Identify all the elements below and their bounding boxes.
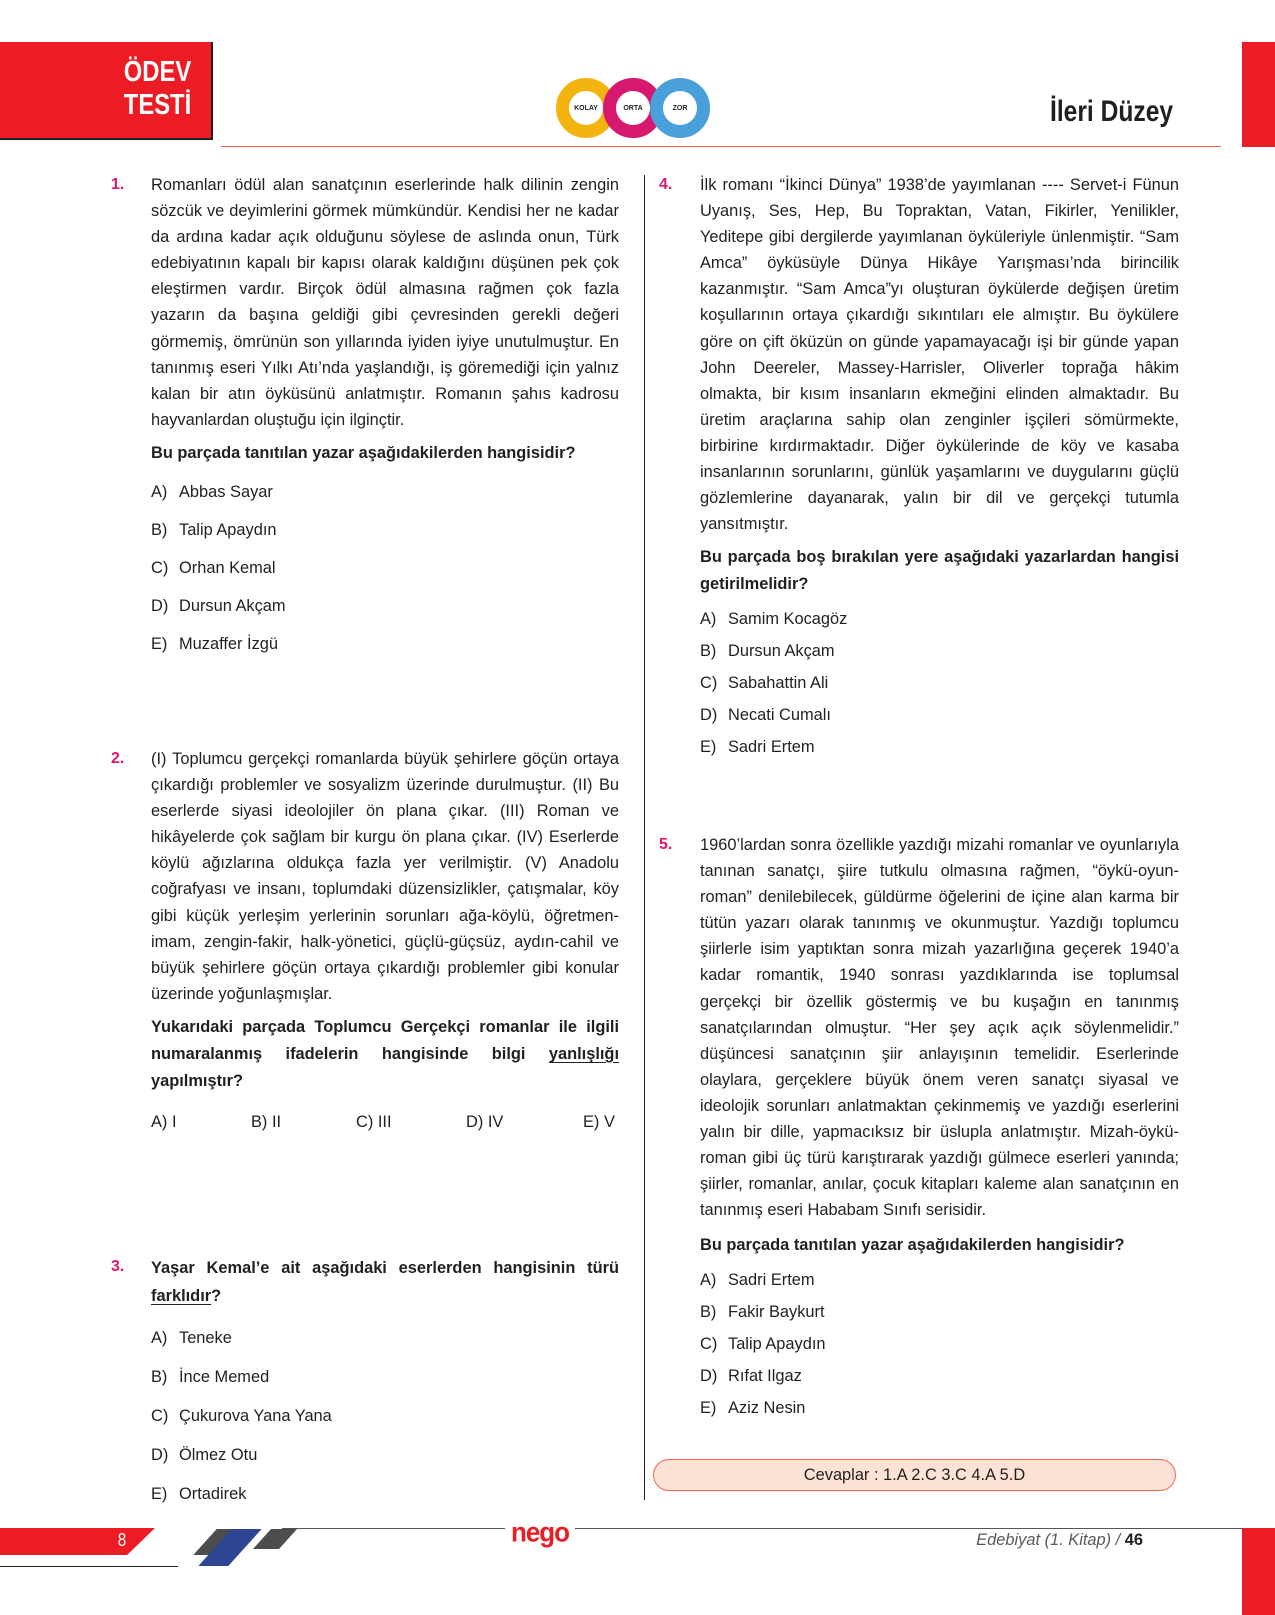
option-d[interactable]: D) Necati Cumalı bbox=[700, 706, 831, 725]
question-number: 4. bbox=[659, 176, 673, 193]
side-tab-top bbox=[1242, 42, 1275, 147]
book-reference: Edebiyat (1. Kitap) / 46 bbox=[976, 1531, 1143, 1549]
option-d[interactable]: D) Rıfat Ilgaz bbox=[700, 1367, 802, 1386]
question-passage: (I) Toplumcu gerçekçi romanlarda büyük şehirlere göçün ortaya çıkardığı problemler ve sosyalizm üzerinde durulmuştur. (II) Bu eserlerde siyasi ideolojiler ön plana çıkar. (III) Roman ve hikâyelerde çok sağlam bir kurgu ön plana çıkar. (IV) Eserlerde köylü ağızlarına oldukça fazla yer verilmiştir. (V) Anadolu coğrafyası ve insanı, toplumdaki düzensizlikler, çatışmalar, köy gibi küçük yerleşim yerlerinin sorunları ağa-köylü, öğretmen-imam, zengin-fakir, halk-yönetici, güçlü-güçsüz, aydın-cahil ve büyük şehirlere göçün ortaya çıkardığı problemler gibi konular üzerinde yoğunlaşmışlar. bbox=[151, 750, 619, 1003]
underlined-keyword: farklıdır bbox=[151, 1287, 212, 1305]
page-number: 8 bbox=[117, 1530, 127, 1550]
badge-line-2: TESTİ bbox=[123, 89, 191, 121]
option-a[interactable]: A) Samim Kocagöz bbox=[700, 610, 848, 629]
question-passage: 1960’lardan sonra özellikle yazdığı mizahi romanlar ve oyunlarıyla tanınan sanatçı, şiire tutkulu olmasına rağmen, “öykü-oyun-roman” denilebilecek, güldürme öğelerini de içine alan karma bir tütün yazarı olarak tanınmış ve okunmuştur. Yazdığı toplumcu şiirlerle isim yaptıktan sonra mizah yazarlığına geçerek 1940’a kadar romantik, 1940 sonrası yazdıklarında ise toplumsal gerçekçi bir özellik göstermiş ve bu kuşağın en tanınmış sanatçılarından olmuştur. “Her şey açık açık söylenmelidir.” düşüncesi sanatçının şiir anlayışının temelidir. Eserlerinde olaylara, gerçeklere büyük önem veren sanatçı siyasal ve ideolojik sorunları anlatmaktan çekinmemiş ve yazdığı eserlerini yalın bir dille, yapmacıksız bir üslupla anlatmıştır. Mizah-öykü-roman gibi üç türü karıştırarak yazdığı gülmece eserleri yanında; şiirler, romanlar, anılar, çocuk kitapları kaleme alan sanatçının en tanınmış eseri Hababam Sınıfı serisidir. bbox=[700, 836, 1179, 1220]
level-title: İleri Düzey bbox=[1049, 95, 1173, 128]
question-prompt: Bu parçada tanıtılan yazar aşağıdakilerden hangisidir? bbox=[700, 1236, 1125, 1255]
option-d[interactable]: D) IV bbox=[466, 1112, 504, 1131]
option-a[interactable]: A) I bbox=[151, 1112, 177, 1131]
question-prompt: Bu parçada boş bırakılan yere aşağıdaki yazarlardan hangisi getirilmelidir? bbox=[700, 548, 1179, 594]
option-b[interactable]: B) Fakir Baykurt bbox=[700, 1303, 825, 1322]
difficulty-hard-ring: ZOR bbox=[650, 78, 710, 138]
badge-line-1: ÖDEV bbox=[123, 56, 191, 88]
option-c[interactable]: C) Orhan Kemal bbox=[151, 558, 276, 577]
column-divider bbox=[644, 175, 645, 1500]
question-passage: Romanları ödül alan sanatçının eserlerinde halk dilinin zengin sözcük ve deyimlerini görmek mümkündür. Kendisi her ne kadar da ardına kadar açık olduğunu söylese de aslında onun, Türk edebiyatının kapalı bir kapısı olarak kaldığını düşünen pek çok eleştirmen vardır. Birçok ödül almasına rağmen çok fazla yazarın da başına geldiği gibi çevresinden gerekli değeri görmemiş, ömrünün son yıllarında iyiden iyiye unutulmuştur. En tanınmış eseri Yılkı Atı’nda yaşlandığı, iş göremediği için yalnız kalan bir atın öyküsünü anlatmıştır. Romanın şahıs kadrosu hayvanlardan oluştuğu için ilginçtir. bbox=[151, 176, 619, 429]
question-number: 2. bbox=[111, 750, 125, 767]
option-a[interactable]: A) Sadri Ertem bbox=[700, 1271, 815, 1290]
side-tab-bottom bbox=[1242, 1528, 1275, 1615]
homework-test-badge bbox=[0, 42, 213, 140]
option-b[interactable]: B) II bbox=[251, 1112, 282, 1131]
question-passage: İlk romanı “İkinci Dünya” 1938’de yayımlanan ---- Servet-i Fünun Uyanış, Ses, Hep, Bu Topraktan, Vatan, Fikirler, Yenilikler, Yeditepe gibi dergilerde yayımlanan öyküleriyle ünlenmiştir. “Sam Amca” öyküsüyle Dünya Hikâye Yarışması’nda birincilik kazanmıştır. “Sam Amca”yı oluşturan öykülerde değişen üretim koşullarının ortaya çıkardığı sıkıntıları ele almıştır. Bu öykülere göre on çift öküzün on günde yapamayacağı işi bir günde yapan John Deereler, Massey-Harrisler, Oliverler toprağa hâkim olmakta, bir kısım insanların ekmeğini elinden almaktadır. Bu üretim araçlarına sahip olan zenginler işçileri sömürmekte, birbirine kırdırmaktadır. Diğer öykülerinde de köy ve kasaba insanlarının sorunlarını, günlük yaşamlarını ve duygularını güçlü gözlemlerine dayanarak, yalın bir dil ve gerçekçi tutumla yansıtmıştır. bbox=[700, 176, 1179, 534]
option-c[interactable]: C) Talip Apaydın bbox=[700, 1335, 826, 1354]
option-a[interactable]: A) Abbas Sayar bbox=[151, 482, 273, 501]
option-e[interactable]: E) Ortadirek bbox=[151, 1485, 247, 1503]
underlined-keyword: yanlışlığı bbox=[548, 1044, 619, 1063]
answer-key: Cevaplar : 1.A 2.C 3.C 4.A 5.D bbox=[653, 1459, 1176, 1491]
option-e[interactable]: E) V bbox=[583, 1112, 615, 1131]
book-page-number: 46 bbox=[1124, 1531, 1143, 1549]
option-d[interactable]: D) Dursun Akçam bbox=[151, 596, 286, 615]
option-e[interactable]: E) Sadri Ertem bbox=[700, 738, 815, 757]
question-prompt: Yukarıdaki parçada Toplumcu Gerçekçi romanlar ile ilgili numaralanmış ifadelerin hangisinde bilgi yanlışlığı yapılmıştır? bbox=[151, 1017, 619, 1090]
option-e[interactable]: E) Aziz Nesin bbox=[700, 1399, 806, 1418]
option-b[interactable]: B) Talip Apaydın bbox=[151, 520, 277, 539]
question-number: 3. bbox=[111, 1258, 125, 1275]
footer-divider bbox=[282, 1528, 1275, 1529]
difficulty-easy-ring: KOLAY bbox=[556, 78, 616, 138]
option-b[interactable]: B) İnce Memed bbox=[151, 1368, 270, 1386]
difficulty-rings-logo bbox=[556, 78, 716, 138]
question-prompt: Bu parçada tanıtılan yazar aşağıdakilerden hangisidir? bbox=[151, 443, 576, 462]
option-c[interactable]: C) Sabahattin Ali bbox=[700, 674, 829, 693]
header-divider bbox=[221, 146, 1221, 147]
footer-stripe-gray-2 bbox=[253, 1529, 297, 1549]
option-e[interactable]: E) Muzaffer İzgü bbox=[151, 634, 278, 653]
question-number: 5. bbox=[659, 836, 673, 853]
option-b[interactable]: B) Dursun Akçam bbox=[700, 642, 835, 661]
option-d[interactable]: D) Ölmez Otu bbox=[151, 1446, 258, 1464]
publisher-logo: nego bbox=[505, 1513, 575, 1551]
option-c[interactable]: C) Çukurova Yana Yana bbox=[151, 1407, 332, 1425]
option-a[interactable]: A) Teneke bbox=[151, 1329, 232, 1347]
question-number: 1. bbox=[111, 176, 125, 193]
question-prompt: Yaşar Kemal’e ait aşağıdaki eserlerden hangisinin türü farklıdır? bbox=[151, 1259, 619, 1305]
option-c[interactable]: C) III bbox=[356, 1112, 392, 1131]
difficulty-medium-ring: ORTA bbox=[603, 78, 663, 138]
